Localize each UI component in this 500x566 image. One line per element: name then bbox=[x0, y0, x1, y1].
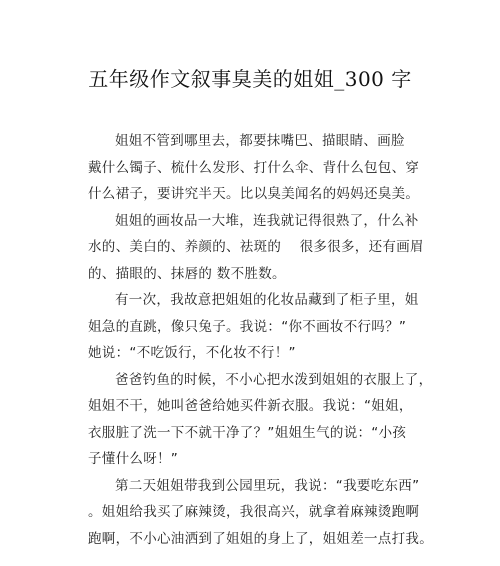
paragraph bbox=[88, 367, 433, 473]
text-line: 爸爸钓鱼的时候，不小心把水泼到姐姐的衣服上了， bbox=[115, 371, 433, 388]
paragraph bbox=[88, 208, 424, 288]
paragraph bbox=[88, 128, 420, 208]
text-line: 她说：“不吃饭行，不化妆不行！” bbox=[88, 345, 296, 361]
text-line: 姐姐不管到哪里去，都要抹嘴巴、描眼睛、画脸 bbox=[115, 133, 405, 149]
text-line: 戴什么镯子、梳什么发形、打什么伞、背什么包包、穿 bbox=[88, 159, 420, 176]
essay-title: 五年级作文叙事臭美的姐姐_300 字 bbox=[88, 67, 412, 91]
essay-body bbox=[88, 128, 433, 552]
paragraph bbox=[88, 473, 433, 553]
text-line: 。姐姐给我买了麻辣烫，我很高兴，就拿着麻辣烫跑啊 bbox=[88, 504, 420, 520]
text-line: 子懂什么呀！” bbox=[88, 451, 179, 467]
text-line: 的、描眼的、抹唇的 数不胜数。 bbox=[88, 265, 286, 282]
text-line: 衣服脏了洗一下不就干净了？”姐姐生气的说：“小孩 bbox=[88, 424, 407, 441]
text-line: 跑啊，不小心油洒到了姐姐的身上了，姐姐差一点打我。 bbox=[88, 530, 433, 547]
paragraph bbox=[88, 287, 420, 367]
text-line: 有一次，我故意把姐姐的化妆品藏到了柜子里，姐 bbox=[115, 292, 419, 308]
text-line: 第二天姐姐带我到公园里玩，我说：“我要吃东西” bbox=[115, 477, 420, 494]
text-line: 水的、美白的、养颜的、祛斑的 很多很多，还有画眉 bbox=[88, 239, 424, 255]
text-line: 姐急的直跳，像只兔子。我说：“你不画妆不行吗？” bbox=[88, 318, 407, 335]
text-line: 姐姐的画妆品一大堆，连我就记得很熟了，什么补 bbox=[115, 212, 419, 229]
text-line: 什么裙子，要讲究半天。比以臭美闻名的妈妈还臭美。 bbox=[88, 186, 420, 202]
text-line: 姐姐不干，她叫爸爸给她买件新衣服。我说：“姐姐， bbox=[88, 398, 413, 414]
